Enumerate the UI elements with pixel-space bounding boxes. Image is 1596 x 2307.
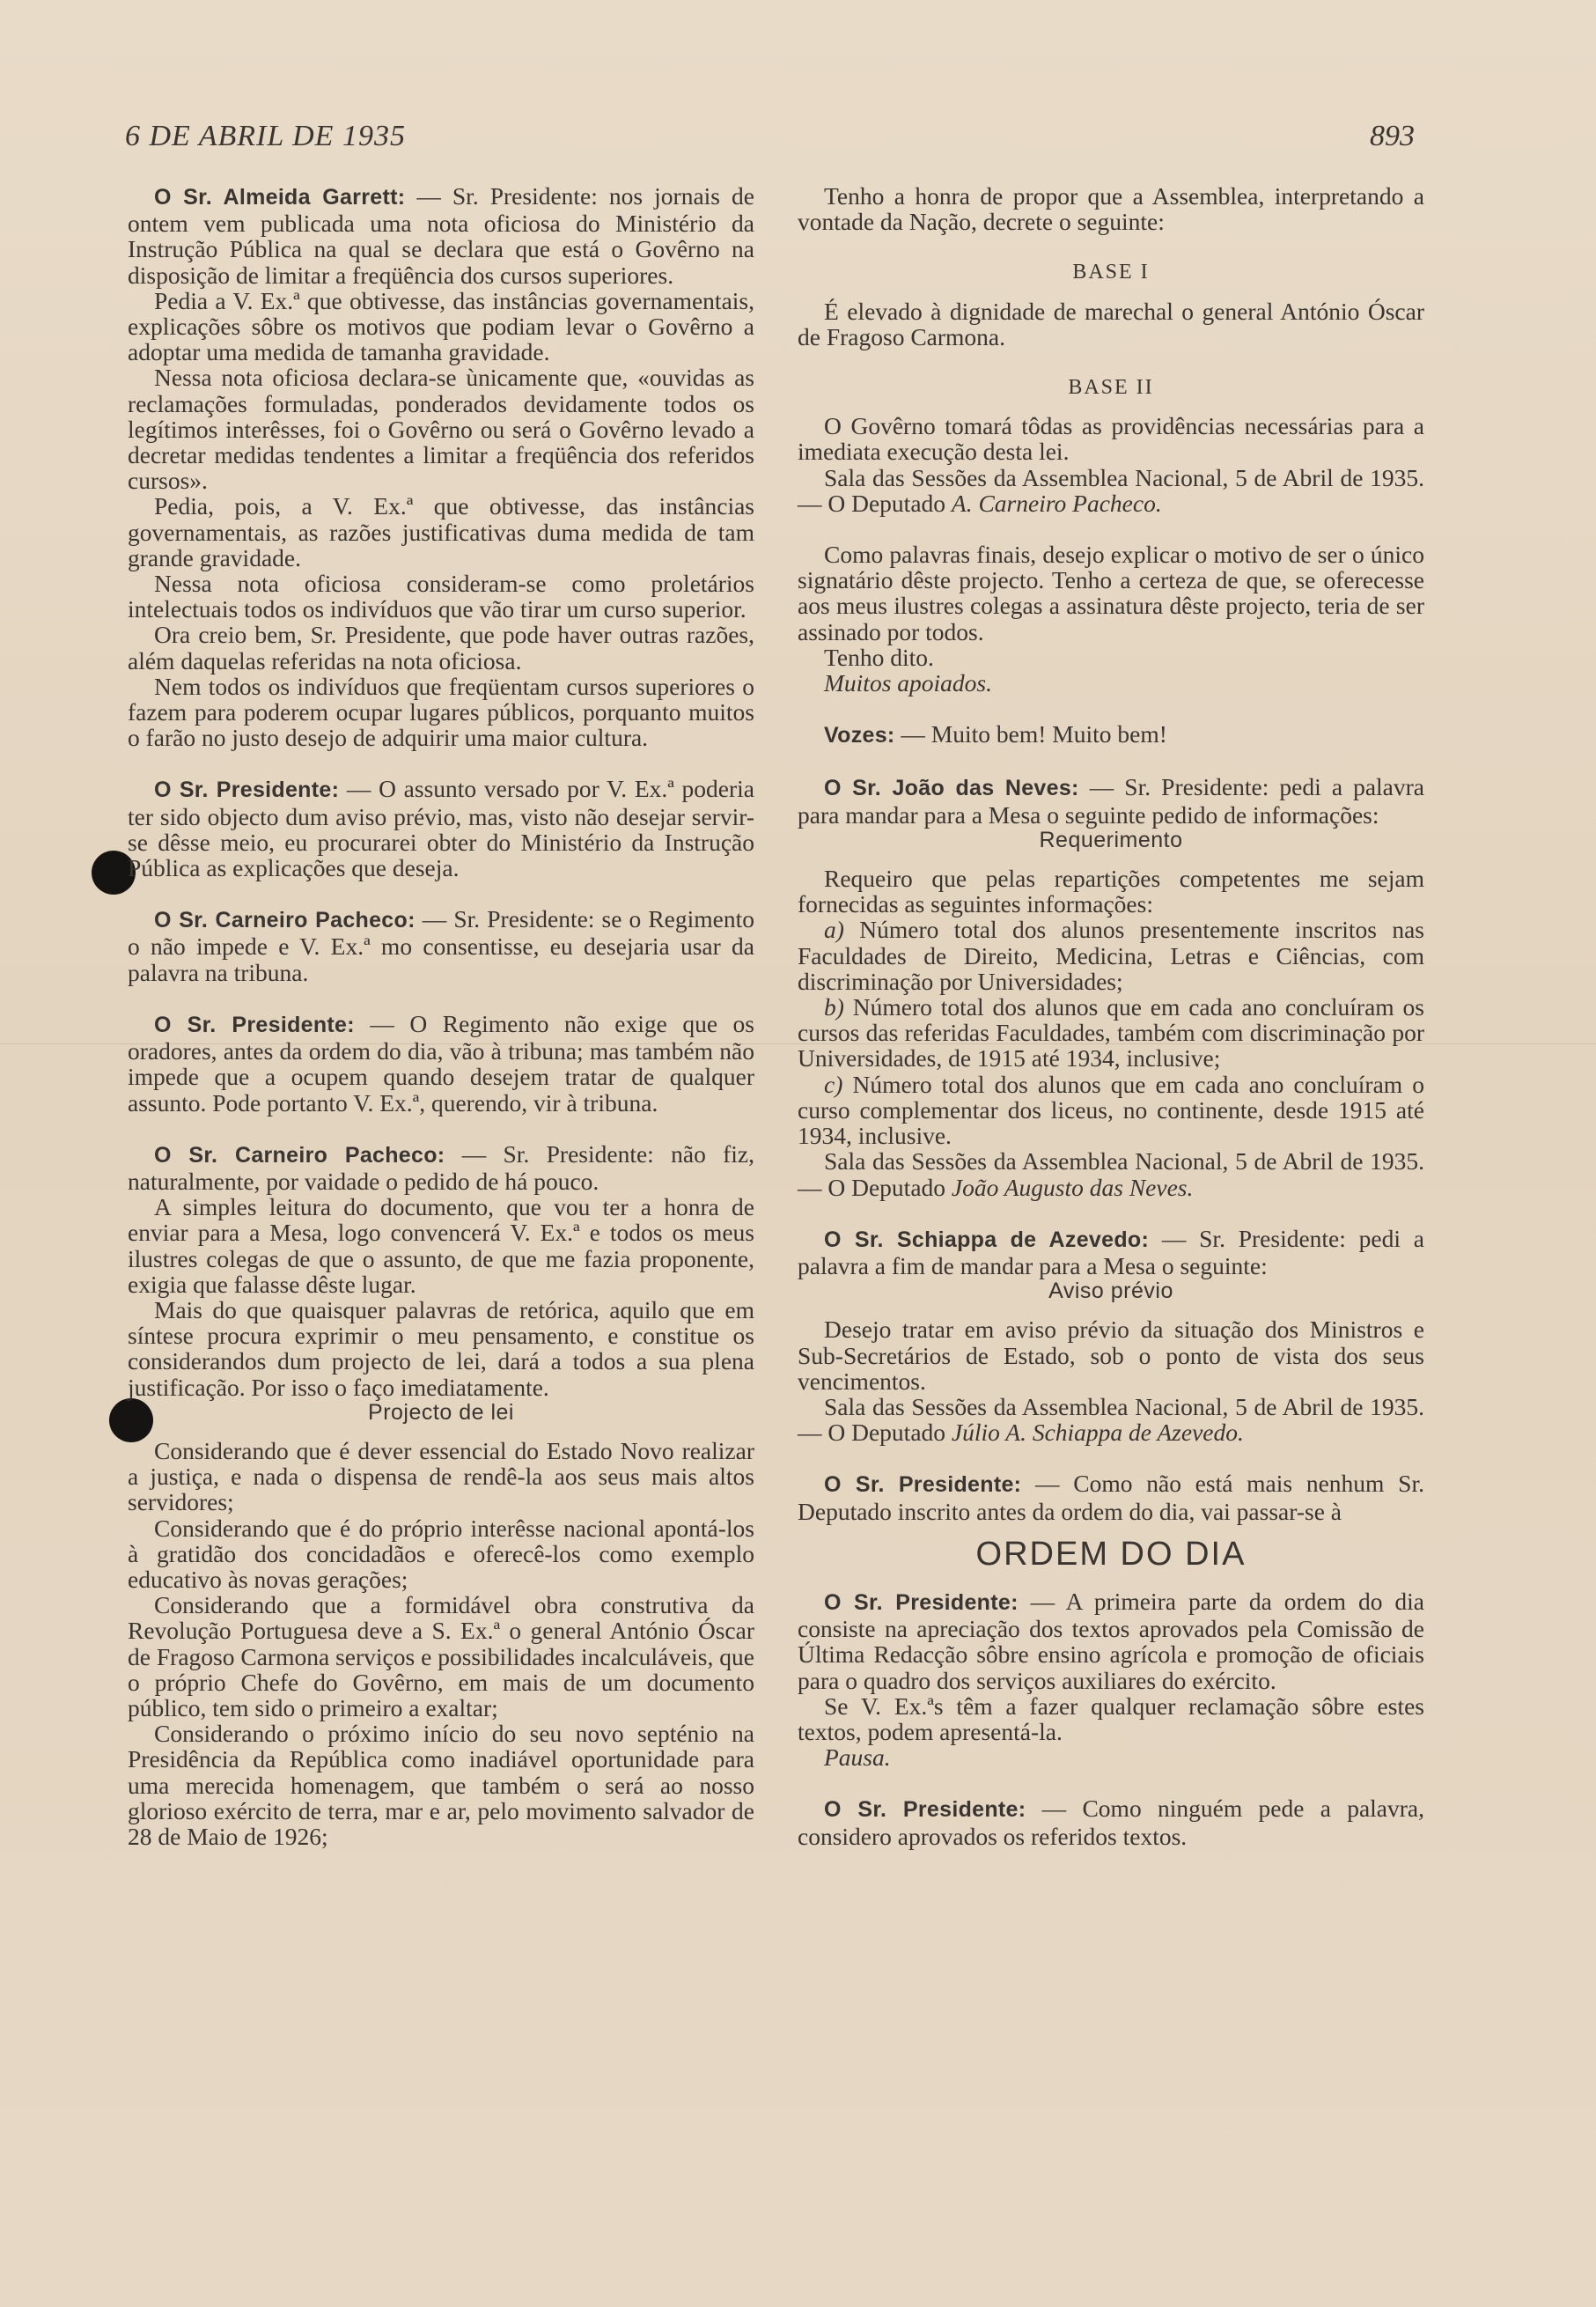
speaker-name: O Sr. Presidente: xyxy=(154,1012,355,1037)
base-ii-heading: BASE II xyxy=(1068,376,1154,400)
paragraph: O Sr. Presidente: — Como ninguém pede a palavra, considero aprovados os referidos textos. xyxy=(798,1795,1424,1850)
paragraph: Mais do que quaisquer palavras de retórica, aquilo que em síntese procura exprimir o meu pensamento, e constitue os considerandos dum projecto de lei, dará a todos a sua plena justificação. Por isso o faço imediatamente. xyxy=(128,1295,754,1401)
paragraph: Como palavras finais, desejo explicar o motivo de ser o único signatário dêste projecto. Tenho a certeza de que, se oferecesse aos meus ilustres colegas a assinatura dêste projecto, teria de ser assinado por todos. xyxy=(798,541,1424,645)
speaker-name: O Sr. Almeida Garrett: xyxy=(154,185,406,210)
speaker-name: O Sr. Presidente: xyxy=(824,1797,1026,1823)
paragraph: O Sr. Almeida Garrett: — Sr. Presidente: nos jornais de ontem vem publicada uma nota oficiosa do Ministério da Instrução Pública na qual se declara que está o Govêrno na disposição de limitar a freqüência dos cursos superiores. xyxy=(128,182,754,289)
paragraph: Tenho dito. xyxy=(824,643,934,671)
paragraph: O Sr. Schiappa de Azevedo: — Sr. Presidente: pedi a palavra a fim de mandar para a Mesa o seguinte: xyxy=(798,1224,1424,1279)
paragraph: Pedia, pois, a V. Ex.ª que obtivesse, das instâncias governamentais, as razões justificativas duma medida de tam grande gravidade. xyxy=(128,492,754,571)
aviso-heading: Aviso prévio xyxy=(1048,1279,1173,1304)
left-column xyxy=(128,183,754,1849)
signature-line: Sala das Sessões da Assemblea Nacional, 5 de Abril de 1935. — O Deputado João Augusto das Neves. xyxy=(798,1147,1424,1201)
deputy-name: Júlio A. Schiappa de Azevedo. xyxy=(951,1419,1244,1447)
paragraph: O Sr. Presidente: — O assunto versado por V. Ex.ª poderia ter sido objecto dum aviso prévio, mas, visto não desejar servir-se dêsse meio, eu procurarei obter do Ministério da Instrução Pública as explicações que deseja. xyxy=(128,775,754,882)
speaker-name: O Sr. Carneiro Pacheco: xyxy=(154,908,416,933)
paragraph: Ora creio bem, Sr. Presidente, que pode haver outras razões, além daquelas referidas na nota oficiosa. xyxy=(128,621,754,674)
paragraph: Pedia a V. Ex.ª que obtivesse, das instâncias governamentais, explicações sôbre os motivos que podiam levar o Govêrno a adoptar uma medida de tamanha gravidade. xyxy=(128,286,754,366)
paragraph: O Govêrno tomará tôdas as providências necessárias para a imediata execução desta lei. xyxy=(798,412,1424,466)
paragraph: É elevado à dignidade de marechal o general António Óscar de Fragoso Carmona. xyxy=(798,297,1424,350)
paragraph: Nessa nota oficiosa consideram-se como proletários intelectuais todos os indivíduos que vão tirar um curso superior. xyxy=(128,570,754,623)
paragraph: Nem todos os indivíduos que freqüentam cursos superiores o fazem para poderem ocupar lugares públicos, porquanto muitos o farão no justo desejo de adquirir uma maior cultura. xyxy=(128,672,754,752)
paragraph: Muitos apoiados. xyxy=(824,669,992,697)
signature-line: Sala das Sessões da Assemblea Nacional, 5 de Abril de 1935. — O Deputado Júlio A. Schiappa de Azevedo. xyxy=(798,1392,1424,1447)
paragraph: O Sr. João das Neves: — Sr. Presidente: pedi a palavra para mandar para a Mesa o seguinte pedido de informações: xyxy=(798,773,1424,829)
list-item: b) Número total dos alunos que em cada ano concluíram os cursos das referidas Faculdades, também com discriminação por Universidades, de 1915 até 1934, inclusive; xyxy=(798,993,1424,1072)
paragraph: O Sr. Carneiro Pacheco: — Sr. Presidente: se o Regimento o não impede e V. Ex.ª mo consentisse, eu desejaria usar da palavra na tribuna. xyxy=(128,905,754,986)
paragraph: A simples leitura do documento, que vou ter a honra de enviar para a Mesa, logo convencerá V. Ex.ª e todos os meus ilustres colegas de que o assunto, de que me fazia proponente, exigia que falasse dêste lugar. xyxy=(128,1193,754,1298)
paragraph: Requeiro que pelas repartições competentes me sejam fornecidas as seguintes informações: xyxy=(798,865,1424,918)
considerando-paragraph: Considerando que é dever essencial do Estado Novo realizar a justiça, e nada o dispensa de rendê-la aos seus mais altos servidores; xyxy=(128,1436,754,1516)
paragraph: Se V. Ex.ªs têm a fazer qualquer reclamação sôbre estes textos, podem apresentá-la. xyxy=(798,1692,1424,1745)
paragraph: Desejo tratar em aviso prévio da situação dos Ministros e Sub-Secretários de Estado, sob o ponto de vista dos seus vencimentos. xyxy=(798,1316,1424,1395)
paragraph: Tenho a honra de propor que a Assemblea, interpretando a vontade da Nação, decrete o seguinte: xyxy=(798,182,1424,236)
signature-line: Sala das Sessões da Assemblea Nacional, 5 de Abril de 1935. — O Deputado A. Carneiro Pacheco. xyxy=(798,463,1424,517)
speaker-name: Vozes: xyxy=(824,723,895,748)
paragraph: Pausa. xyxy=(824,1743,891,1772)
ordem-do-dia-heading: ORDEM DO DIA xyxy=(975,1535,1247,1573)
page-date: 6 DE ABRIL DE 1935 xyxy=(125,120,406,152)
speaker-name: O Sr. Presidente: xyxy=(824,1589,1019,1615)
requerimento-heading: Requerimento xyxy=(1039,827,1183,852)
considerando-paragraph: Considerando que a formidável obra construtiva da Revolução Portuguesa deve a S. Ex.ª o general António Óscar de Fragoso Carmona serviços e possibilidades incalculáveis, que o próprio Chefe do Govêrno, em mais de um documento público, tem sido o primeiro a exaltar; xyxy=(128,1591,754,1721)
considerando-paragraph: Considerando o próximo início do seu novo septénio na Presidência da República como inadiável oportunidade para uma merecida homenagem, que também o será ao nosso glorioso exército de terra, mar e ar, pelo movimento salvador de 28 de Maio de 1926; xyxy=(128,1720,754,1850)
right-column xyxy=(798,183,1424,1849)
speaker-name: O Sr. João das Neves: xyxy=(824,776,1079,801)
paragraph: O Sr. Presidente: — A primeira parte da ordem do dia consiste na apreciação dos textos aprovados pela Comissão de Última Redacção sôbre ensino agrícola e promoção de oficiais para o quadro dos serviços auxiliares do exército. xyxy=(798,1587,1424,1694)
paragraph: Vozes: — Muito bem! Muito bem! xyxy=(824,720,1167,748)
projecto-heading: Projecto de lei xyxy=(368,1399,514,1425)
deputy-name: João Augusto das Neves. xyxy=(951,1173,1194,1201)
paragraph: O Sr. Presidente: — O Regimento não exige que os oradores, antes da ordem do dia, vão à tribuna; mas também não impede que a ocupem quando desejem tratar de qualquer assunto. Pode portanto V. Ex.ª, querendo, vir à tribuna. xyxy=(128,1009,754,1117)
paragraph: O Sr. Carneiro Pacheco: — Sr. Presidente: não fiz, naturalmente, por vaidade o pedido de há pouco. xyxy=(128,1139,754,1195)
considerando-paragraph: Considerando que é do próprio interêsse nacional apontá-los à gratidão dos concidadãos e oferecê-los como exemplo educativo às novas gerações; xyxy=(128,1514,754,1593)
list-item: a) Número total dos alunos presentemente inscritos nas Faculdades de Direito, Medicina, Letras e Ciências, com discriminação por Universidades; xyxy=(798,916,1424,995)
speaker-name: O Sr. Schiappa de Azevedo: xyxy=(824,1227,1150,1252)
deputy-name: A. Carneiro Pacheco. xyxy=(951,489,1162,517)
paragraph: Nessa nota oficiosa declara-se ùnicamente que, «ouvidas as reclamações formuladas, ponderados devidamente todos os legítimos interêsses, foi o Govêrno ou será o Govêrno levado a decretar medidas tendentes a limitar a freqüência dos referidos cursos». xyxy=(128,364,754,495)
page-number: 893 xyxy=(1370,120,1415,152)
base-i-heading: BASE I xyxy=(1072,261,1150,284)
list-item: c) Número total dos alunos que em cada ano concluíram o curso complementar dos liceus, no continente, desde 1915 até 1934, inclusive. xyxy=(798,1070,1424,1150)
speaker-name: O Sr. Presidente: xyxy=(824,1472,1022,1498)
speaker-name: O Sr. Presidente: xyxy=(154,778,340,803)
speaker-name: O Sr. Carneiro Pacheco: xyxy=(154,1142,445,1168)
paragraph: O Sr. Presidente: — Como não está mais nenhum Sr. Deputado inscrito antes da ordem do dia, vai passar-se à xyxy=(798,1470,1424,1525)
